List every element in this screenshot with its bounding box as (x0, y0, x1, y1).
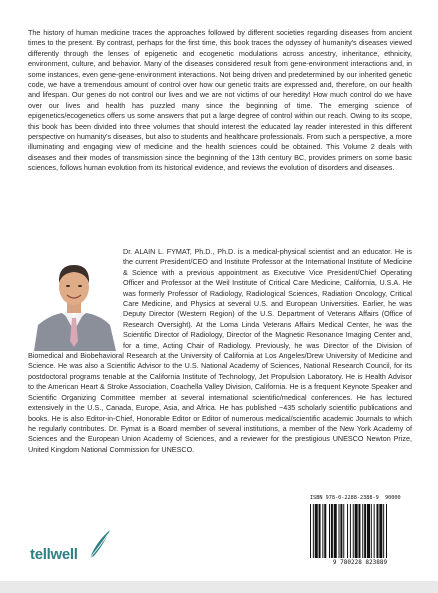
isbn-number: ISBN 978-0-2288-2388-9 (310, 495, 379, 501)
isbn-barcode (308, 495, 412, 573)
book-blurb: The history of human medicine traces the approaches followed by different societies regarding diseases from ancient times to the present. By contrast, perhaps for the first time, this book traces the odyssey of humanity's diseases viewed differently through the lenses of epigenetic and ecogenetic modulations across ancestry, inheritance, ethnicity, environment, culture, and behavior. Many of the diseases considered result from gene-environment interactions and, in some instances, even gene-gene-environment interactions. Not being driven and predetermined by our inherited genetic code, we have a tremendous amount of control over how our genetic traits are expressed and, therefore, on our health and lifespan. Our genes do not control our lives and we are not victims of our heredity! How much control do we have over our lives and health has puzzled many since the beginning of time. The emerging science of epigenetics/ecogenetics offers us some answers that put a large degree of control within our reach. Owing to its scope, this book has been divided into three volumes that should interest the educated lay reader interested in this different perspective on humanity's diseases, but also to students and healthcare professionals. From such a perspective, a more illuminating and engaging view of medicine and the health sciences could be obtained. This Volume 2 deals with diseases and their modes of transmission since the beginning of the 13th century BC, provides primers on some basic sciences, follows human evolution from its historical evidence, and reviews the evolution of disorders and diseases. (28, 28, 412, 173)
publisher-logo (30, 528, 120, 568)
barcode-digits: 9 780228 823889 (332, 559, 388, 566)
price-code: 90000 (384, 495, 401, 501)
author-bio (28, 247, 412, 455)
publisher-name: tellwell (30, 546, 78, 563)
barcode-bars (308, 504, 412, 558)
author-bio-text: Dr. ALAIN L. FYMAT, Ph.D., Ph.D. is a medical-physical scientist and an educator. He is the current President/CEO and Institute Professor at the International Institute of Medicine & Science with a previous appointment as Executive Vice President/Chief Operating Officer and Professor at the Weil Institute of Critical Care Medicine, California, U.S.A. He was formerly Professor of Radiology, Radiological Sciences, Radiation Oncology, Critical Care Medicine, and Physics at several U.S. and European Universities. Earlier, he was Deputy Director (Western Region) of the U.S. Department of Veterans Affairs (Office of Research Oversight). At the Loma Linda Veterans Affairs Medical Center, he was the Scientific Director of Radiology, Director of the Magnetic Resonance Imaging Center and, for a time, Acting Chair of Radiology. Previously, he was Director of the Division of Biomedical and Biobehavioral Research at the University of California at Los Angeles/Drew University of Medicine and Science. He was also a Scientific Advisor to the U.S. National Academy of Sciences, National Research Council, for its postdoctoral programs tenable at the California Institute of Technology, Jet Propulsion Laboratory. He is Health Advisor to the American Heart & Stroke Association, Coachella Valley Division, California. He is a frequent Keynote Speaker and Scientific Organizing Committee member at several international scientific/medical conferences. He has lectured extensively in the U.S., Canada, Europe, Asia, and Africa. He has published ~435 scholarly scientific publications and books. He is also Editor-in-Chief, Honorable Editor or Editor of numerous medical/scientific academic Journals to which he regularly contributes. Dr. Fymat is a Board member of several institutions, a member of the New York Academy of Sciences and the European Union Academy of Sciences, and a reviewer for the prestigious UNESCO Newton Prize, United Kingdom National Commission for UNESCO. (28, 247, 412, 454)
isbn-line (310, 495, 412, 501)
